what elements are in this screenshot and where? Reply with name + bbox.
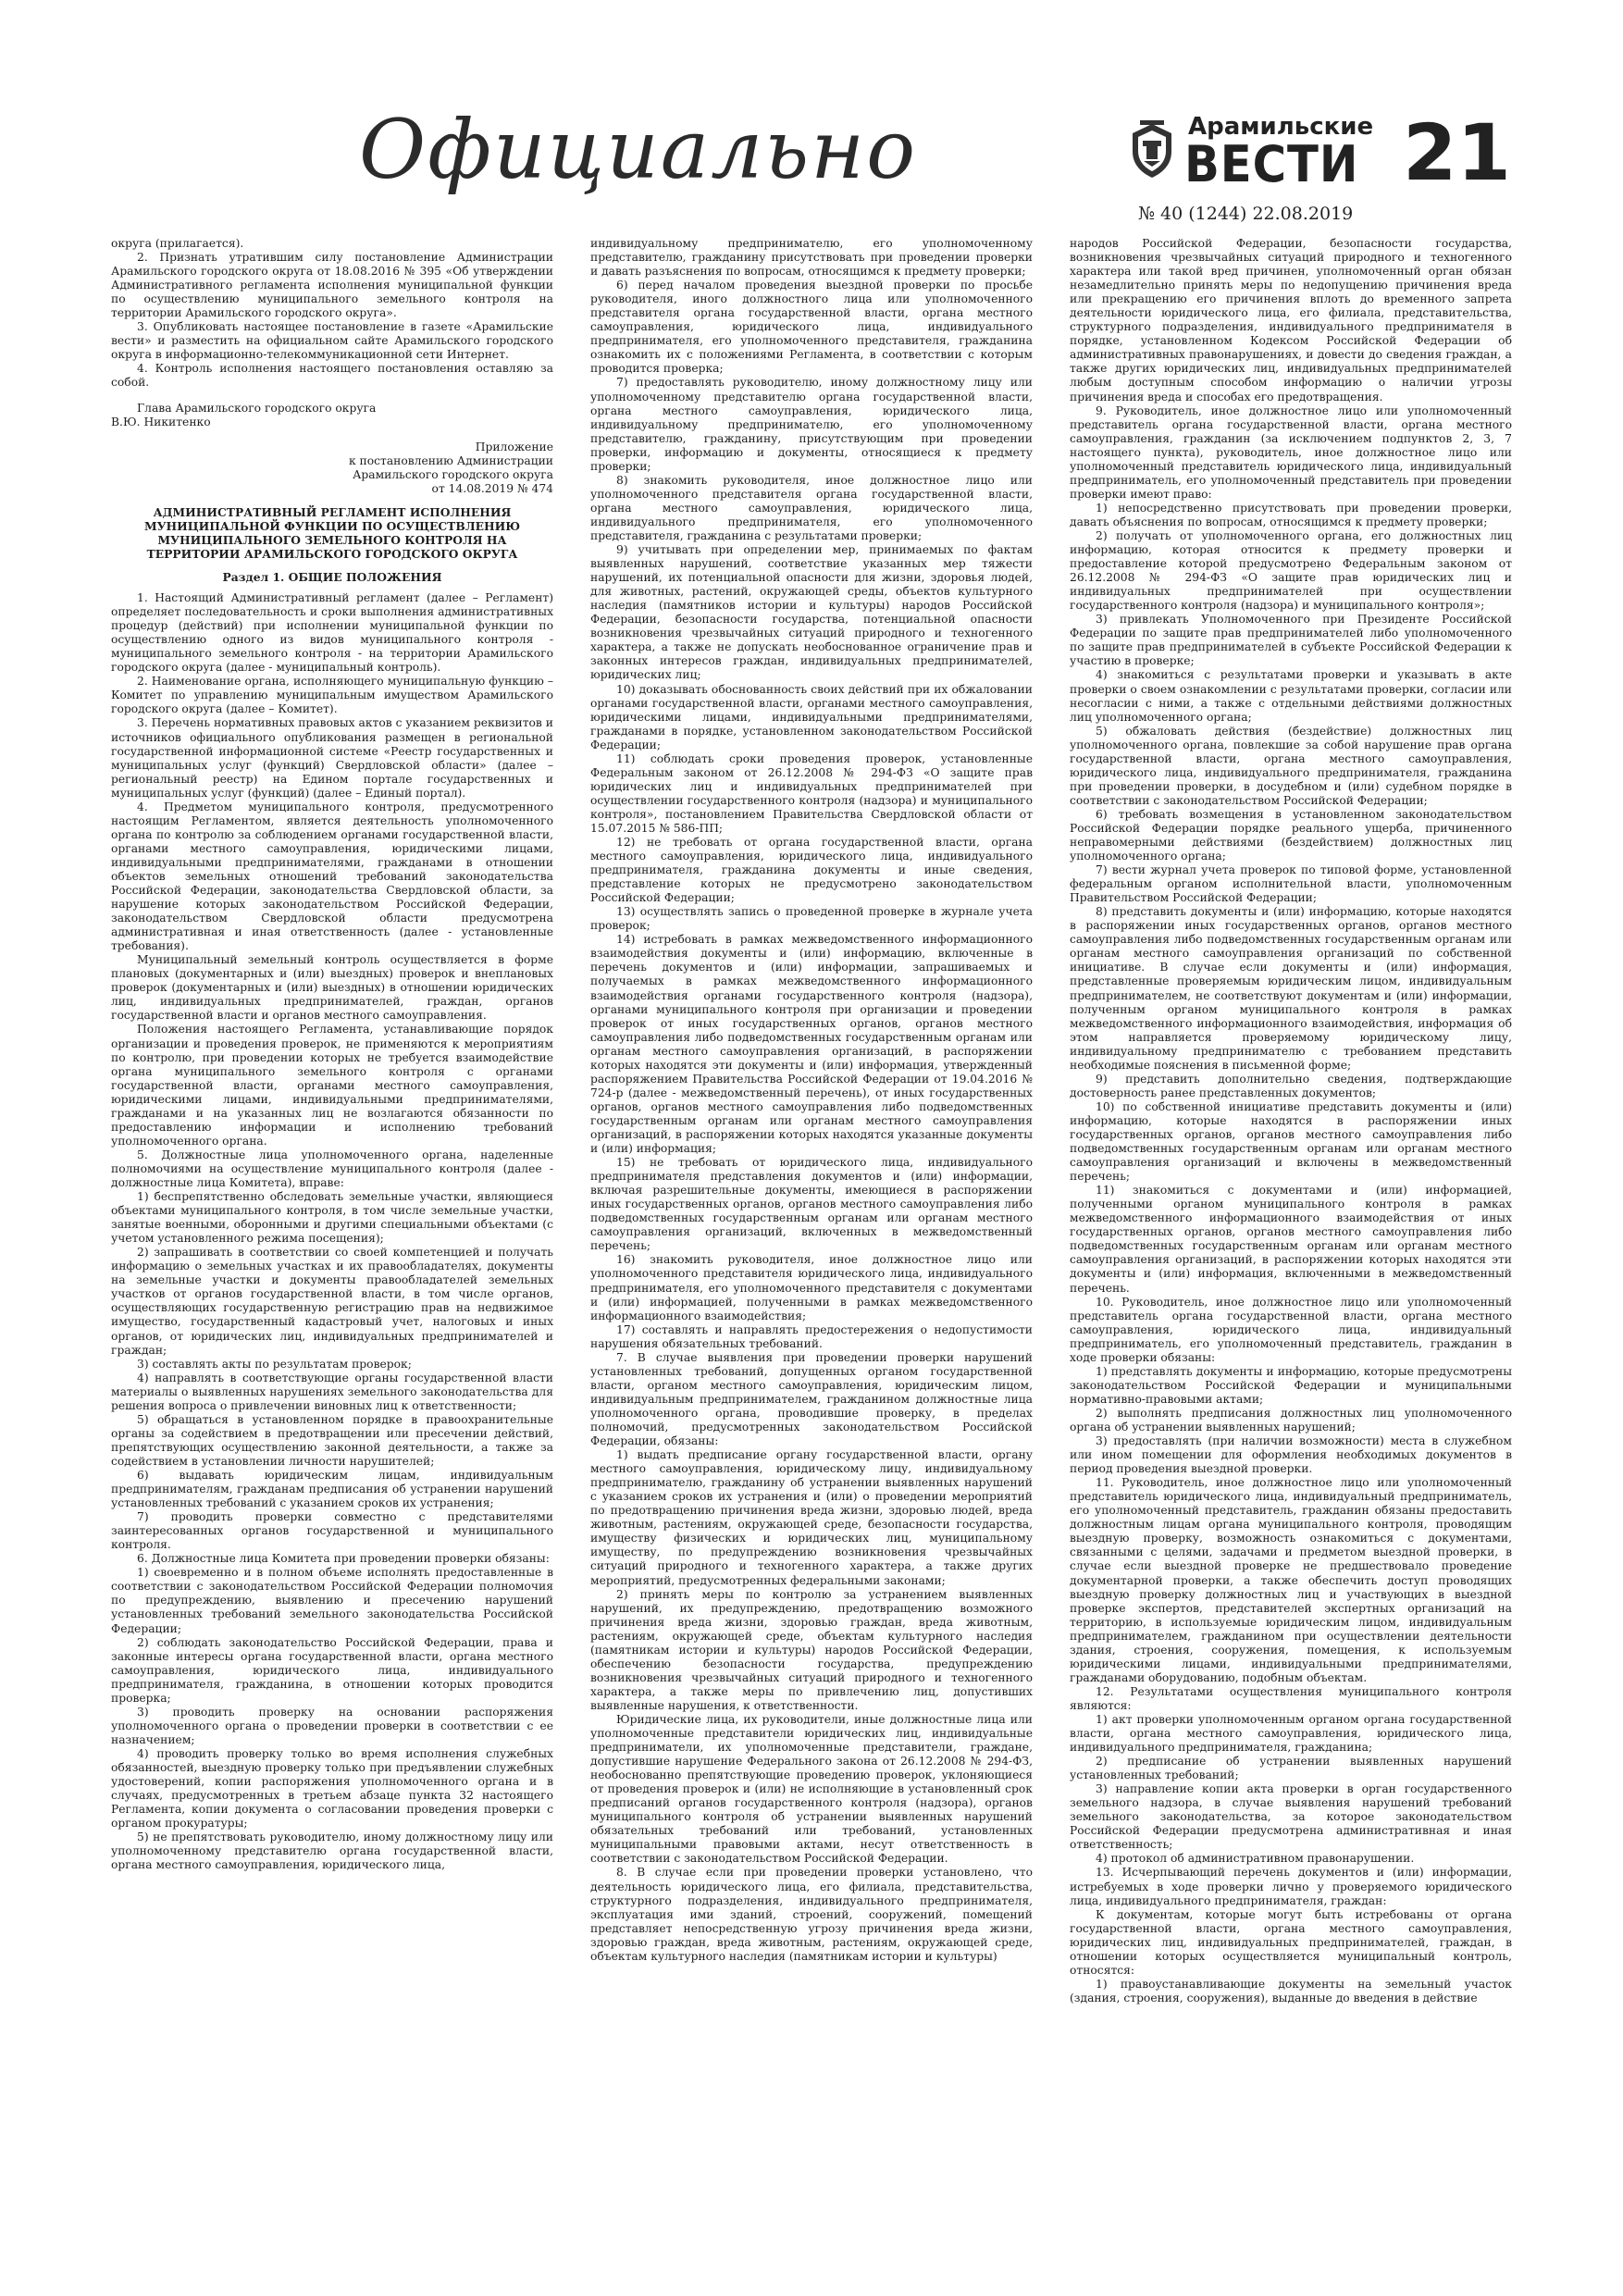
paragraph: 1) правоустанавливающие документы на земельный участок (здания, строения, сооружения), выданные до введения в действие: [1070, 1977, 1512, 2004]
paragraph: 10) доказывать обоснованность своих действий при их обжаловании органами государственной власти, органами местного самоуправления, юридическими лицами, индивидуальными предпринимателями, гражданами в порядке, установленном законодательством Российской Федерации;: [590, 682, 1033, 751]
paragraph: 4) проводить проверку только во время исполнения служебных обязанностей, выездную проверку только при предъявлении служебных удостоверений, копии распоряжения уполномоченного органа и в случаях, предусмотренных в третьем абзаце пункта 32 настоящего Регламента, копии документа о согласовании проведения проверки с органом прокуратуры;: [111, 1746, 553, 1831]
paragraph: 11. Руководитель, иное должностное лицо или уполномоченный представитель юридического лица, индивидуальный предприниматель, его уполномоченный представитель, гражданин обязаны предоставить должностным лицам органа муниципального контроля, проводящим выездную проверку, возможность ознакомиться с документами, связанными с целями, задачами и предметом выездной проверки, в случае если выездной проверке не предшествовало проведение документарной проверки, а также обеспечить доступ проводящих выездную проверку должностных лиц и участвующих в выездной проверке экспертов, представителей экспертных организаций на территорию, в используемые юридическим лицом, индивидуальным предпринимателем, гражданином при осуществлении деятельности здания, строения, сооружения, помещения, к используемым юридическими лицами, индивидуальными предпринимателями, гражданами оборудованию, подобным объектам.: [1070, 1476, 1512, 1684]
paragraph: 7. В случае выявления при проведении проверки нарушений установленных требований, допущенных органом государственной власти, органом местного самоуправления, юридическим лицом, индивидуальным предпринимателем, гражданином должностные лица уполномоченного органа, проводившие проверку, в пределах полномочий, предусмотренных законодательством Российской Федерации, обязаны:: [590, 1350, 1033, 1448]
paragraph: 3) привлекать Уполномоченного при Президенте Российской Федерации по защите прав предпринимателей либо уполномоченного по защите прав предпринимателей в субъекте Российской Федерации к участию в проверке;: [1070, 613, 1512, 668]
appendix-line: Приложение: [475, 440, 553, 453]
paragraph: 5) обращаться в установленном порядке в правоохранительные органы за содействием в предотвращении или пресечении действий, препятствующих осуществлению законной деятельности, а также за содействием в установлении личности нарушителей;: [111, 1412, 553, 1468]
paragraph: 2) принять меры по контролю за устранением выявленных нарушений, их предупреждению, предотвращению возможного причинения вреда жизни, здоровью граждан, вреда животным, растениям, окружающей среде, объектам культурного наследия (памятникам истории и культуры) народов Российской Федерации, обеспечению безопасности государства, предупреждению возникновения чрезвычайных ситуаций природного и техногенного характера, а также меры по привлечению лиц, допустивших выявленные нарушения, к ответственности.: [590, 1587, 1033, 1712]
signature-name: В.Ю. Никитенко: [111, 415, 211, 428]
paragraph: 14) истребовать в рамках межведомственного информационного взаимодействия документы и (или) информацию, включенные в перечень документов и (или) информации, запрашиваемых и получаемых в рамках межведомственного информационного взаимодействия органами государственного контроля (надзора), органами муниципального контроля при организации и проведении проверок от иных государственных органов, органов местного самоуправления либо подведомственных государственным органам или органам местного самоуправления организаций, в распоряжении которых находятся эти документы и (или) информация, утвержденный распоряжением Правительства Российской Федерации от 19.04.2016 № 724-р (далее - межведомственный перечень), от иных государственных органов, органов местного самоуправления либо подведомственных государственным органам или органам местного самоуправления организаций, в распоряжении которых находятся указанные документы и (или) информация;: [590, 933, 1033, 1156]
paragraph: 9) учитывать при определении мер, принимаемых по фактам выявленных нарушений, соответствие указанных мер тяжести нарушений, их потенциальной опасности для жизни, здоровья людей, для животных, растений, окружающей среды, объектов культурного наследия (памятников истории и культуры) народов Российской Федерации, безопасности государства, потенциальной опасности возникновения чрезвычайных ситуаций природного и техногенного характера, а также не допускать необоснованное ограничение прав и законных интересов граждан, индивидуальных предпринимателей, юридических лиц;: [590, 543, 1033, 682]
paragraph: 1) непосредственно присутствовать при проведении проверки, давать объяснения по вопросам, относящимся к предмету проверки;: [1070, 501, 1512, 528]
paragraph: 16) знакомить руководителя, иное должностное лицо или уполномоченного представителя юридического лица, индивидуального предпринимателя, его уполномоченного представителя с документами и (или) информацией, полученными в рамках межведомственного информационного взаимодействия;: [590, 1253, 1033, 1322]
text-column-1: [111, 237, 553, 2264]
paragraph: 6) требовать возмещения в установленном законодательством Российской Федерации порядке реального ущерба, причиненного неправомерными действиями (бездействием) должностных лиц уполномоченного органа;: [1070, 807, 1512, 863]
paragraph: 1) выдать предписание органу государственной власти, органу местного самоуправления, юридическому лицу, индивидуальному предпринимателю, гражданину об устранении выявленных нарушений с указанием сроков их устранения и (или) о проведении мероприятий по предотвращению причинения вреда жизни, здоровью людей, вреда животным, растениям, окружающей среде, безопасности государства, имуществу физических и юридических лиц, муниципальному имуществу, по предупреждению возникновения чрезвычайных ситуаций природного и техногенного характера, а также других мероприятий, предусмотренных федеральными законами;: [590, 1448, 1033, 1587]
section-title: Официально: [359, 102, 918, 197]
section-heading: Раздел 1. ОБЩИЕ ПОЛОЖЕНИЯ: [222, 569, 442, 584]
paragraph: 8) знакомить руководителя, иное должностное лицо или уполномоченного представителя органа государственной власти, органа местного самоуправления, юридического лица, индивидуального предпринимателя, его уполномоченного представителя, гражданина с результатами проверки;: [590, 473, 1033, 542]
paragraph: 3. Перечень нормативных правовых актов с указанием реквизитов и источников официального опубликования размещен в региональной государственной информационной системе «Реестр государственных и муниципальных услуг (функций) Свердловской области» (далее – региональный реестр) на Едином портале государственных и муниципальных услуг (функций) (далее – Единый портал).: [111, 716, 553, 800]
paragraph: 3) предоставлять (при наличии возможности) места в служебном или ином помещении для оформления необходимых документов в период проведения выездной проверки.: [1070, 1434, 1512, 1476]
paragraph: 6) выдавать юридическим лицам, индивидуальным предпринимателям, гражданам предписания об устранении нарушений установленных требований с указанием сроков их устранения;: [111, 1468, 553, 1510]
paragraph: 2) предписание об устранении выявленных нарушений установленных требований;: [1070, 1755, 1512, 1782]
paragraph: 6. Должностные лица Комитета при проведении проверки обязаны:: [137, 1552, 550, 1566]
paragraph: индивидуальному предпринимателю, его уполномоченному представителю, гражданину присутствовать при проведении проверки и давать разъяснения по вопросам, относящимся к предмету проверки;: [590, 237, 1033, 279]
paragraph: 3) составлять акты по результатам проверок;: [137, 1357, 412, 1371]
paragraph: 13) осуществлять запись о проведенной проверке в журнале учета проверок;: [590, 905, 1033, 933]
paragraph: 2) соблюдать законодательство Российской Федерации, права и законные интересы органа государственной власти, органа местного самоуправления, юридического лица, индивидуального предпринимателя, гражданина, в отношении которых проводится проверка;: [111, 1635, 553, 1705]
paragraph: 2) получать от уполномоченного органа, его должностных лиц информацию, которая относится к предмету проверки и предоставление которой предусмотрено Федеральным законом от 26.12.2008 № 294-ФЗ «О защите прав юридических лиц и индивидуальных предпринимателей при осуществлении государственного контроля (надзора) и муниципального контроля»;: [1070, 528, 1512, 613]
paragraph: Муниципальный земельный контроль осуществляется в форме плановых (документарных и (или) выездных) проверок и внеплановых проверок (документарных и (или) выездных) в отношении юридических лиц, индивидуальных предпринимателей, граждан, органов государственной власти и органов местного самоуправления.: [111, 953, 553, 1023]
article-columns: [111, 237, 1512, 2264]
paragraph: 13. Исчерпывающий перечень документов и (или) информации, истребуемых в ходе проверки лично у проверяемого юридического лица, индивидуального предпринимателя, граждан:: [1070, 1866, 1512, 1907]
signature-role: Глава Арамильского городского округа: [137, 401, 377, 415]
paragraph: 8. В случае если при проведении проверки установлено, что деятельность юридического лица, его филиала, представительства, структурного подразделения, индивидуального предпринимателя, эксплуатация ими зданий, строений, сооружений, помещений представляет непосредственную угрозу причинения вреда жизни, здоровью граждан, вреда животным, растениям, окружающей среде, объектам культурного наследия (памятникам истории и культуры): [590, 1866, 1033, 1963]
paragraph: 6) перед началом проведения выездной проверки по просьбе руководителя, иного должностного лица или уполномоченного представителя органа государственной власти, органа местного самоуправления, юридического лица, индивидуального предпринимателя, его уполномоченного представителя, гражданина ознакомить их с положениями Регламента, в соответствии с которым проводится проверка;: [590, 279, 1033, 376]
paragraph: 15) не требовать от юридического лица, индивидуального предпринимателя представления документов и (или) информации, включая разрешительные документы, имеющиеся в распоряжении иных государственных органов, органов местного самоуправления либо подведомственных государственным органам или органам местного самоуправления организаций, включенных в межведомственный перечень;: [590, 1156, 1033, 1253]
paragraph: 1) своевременно и в полном объеме исполнять предоставленные в соответствии с законодательством Российской Федерации полномочия по предупреждению, выявлению и пресечению нарушений установленных требований земельного законодательства Российской Федерации;: [111, 1566, 553, 1635]
paragraph: 4) протокол об административном правонарушении.: [1096, 1852, 1415, 1866]
appendix-line: от 14.08.2019 № 474: [431, 481, 553, 495]
spacer: [111, 391, 553, 402]
paragraph: 5) не препятствовать руководителю, иному должностному лицу или уполномоченному представителю органа государственной власти, органа местного самоуправления, юридического лица,: [111, 1831, 553, 1872]
paragraph: 9. Руководитель, иное должностное лицо или уполномоченный представитель органа государственной власти, органа местного самоуправления, гражданин (за исключением подпунктов 2, 3, 7 настоящего пункта), руководитель, иное должностное лицо или уполномоченный представитель юридического лица, индивидуальный предприниматель, его уполномоченный представитель при проведении проверки имеют право:: [1070, 403, 1512, 501]
paragraph: 2) выполнять предписания должностных лиц уполномоченного органа об устранении выявленных нарушений;: [1070, 1406, 1512, 1433]
paragraph: 4) направлять в соответствующие органы государственной власти материалы о выявленных нарушениях земельного законодательства для решения вопроса о привлечении виновных лиц к ответственности;: [111, 1371, 553, 1412]
paragraph: 3) проводить проверку на основании распоряжения уполномоченного органа о проведении проверки в соответствии с ее назначением;: [111, 1705, 553, 1746]
paragraph: Положения настоящего Регламента, устанавливающие порядок организации и проведения проверок, не применяются к мероприятиям по контролю, при проведении которых не требуется взаимодействие органа муниципального земельного контроля с органами государственной власти, органами местного самоуправления, юридическими лицами, индивидуальными предпринимателями, гражданами и на указанных лиц не возлагаются обязанности по предоставлению информации и исполнению требований уполномоченного органа.: [111, 1023, 553, 1148]
paragraph: 1) представлять документы и информацию, которые предусмотрены законодательством Российской Федерации и муниципальными нормативно-правовыми актами;: [1070, 1364, 1512, 1406]
coat-of-arms-icon: [1127, 120, 1177, 180]
masthead: [111, 93, 1512, 231]
paper-name-top: Арамильские: [1188, 113, 1374, 141]
paragraph: 11) соблюдать сроки проведения проверок, установленные Федеральным законом от 26.12.2008 № 294-ФЗ «О защите прав юридических лиц и индивидуальных предпринимателей при осуществлении государственного контроля (надзора) и муниципального контроля», постановлением Правительства Свердловской области от 15.07.2015 № 586-ПП;: [590, 751, 1033, 835]
appendix-line: к постановлению Администрации: [348, 453, 553, 467]
paragraph: 1) акт проверки уполномоченным органом органа государственной власти, органа местного самоуправления, юридического лица, индивидуального предпринимателя, гражданина;: [1070, 1712, 1512, 1755]
issue-number-date: № 40 (1244) 22.08.2019: [1138, 204, 1354, 224]
paragraph: 11) знакомиться с документами и (или) информацией, полученными органом муниципального контроля в рамках межведомственного информационного взаимодействия от иных государственных органов, органов местного самоуправления либо подведомственных государственным органам или органам местного самоуправления организаций, в распоряжении которых находятся эти документы и (или) информация, включенными в межведомственный перечень.: [1070, 1184, 1512, 1295]
paragraph: К документам, которые могут быть истребованы от органа государственной власти, органа местного самоуправления, юридических лиц, индивидуальных предпринимателей, граждан, в отношении которых осуществляется муниципальный контроль, относятся:: [1070, 1907, 1512, 1977]
paragraph: округа (прилагается).: [111, 237, 244, 250]
paragraph: 7) предоставлять руководителю, иному должностному лицу или уполномоченному представителю органа государственной власти, органа местного самоуправления, юридического лица, индивидуальному предпринимателю, его уполномоченному представителю, гражданину, присутствующим при проведении проверки, информацию и документы, относящиеся к предмету проверки;: [590, 376, 1033, 473]
paragraph: 3) направление копии акта проверки в орган государственного земельного надзора, в случае выявления нарушений требований земельного законодательства, за которое законодательством Российской Федерации предусмотрена административная и иная ответственность;: [1070, 1782, 1512, 1852]
paragraph: 4. Контроль исполнения настоящего постановления оставляю за собой.: [111, 362, 553, 390]
paragraph: 3. Опубликовать настоящее постановление в газете «Арамильские вести» и разместить на официальном сайте Арамильского городского округа в информационно-телекоммуникационной сети Интернет.: [111, 320, 553, 362]
text-column-3: [1070, 237, 1512, 2264]
spacer: [111, 429, 553, 441]
appendix-line: Арамильского городского округа: [353, 467, 553, 481]
paragraph: 10) по собственной инициативе представить документы и (или) информацию, которые находятся в распоряжении иных государственных органов, органов местного самоуправления либо подведомственных государственным органам или органам местного самоуправления организаций и включены в межведомственный перечень;: [1070, 1099, 1512, 1184]
paragraph: 10. Руководитель, иное должностное лицо или уполномоченный представитель органа государственной власти, органа местного самоуправления, юридического лица, индивидуальный предприниматель, его уполномоченный представитель, гражданин в ходе проверки обязаны:: [1070, 1295, 1512, 1364]
paragraph: 2) запрашивать в соответствии со своей компетенцией и получать информацию о земельных участках и их правообладателях, документы на земельные участки и документы правообладателей земельных участков от органов государственной власти, в том числе органов, осуществляющих государственную регистрацию прав на недвижимое имущество, государственный кадастровый учет, налоговых и иных органов, от юридических лиц, индивидуальных предпринимателей и граждан;: [111, 1246, 553, 1357]
paragraph: 2. Наименование органа, исполняющего муниципальную функцию – Комитет по управлению муниципальным имуществом Арамильского городского округа (далее – Комитет).: [111, 675, 553, 716]
paragraph: 1. Настоящий Административный регламент (далее – Регламент) определяет последовательность и сроки выполнения административных процедур (действий) при исполнении муниципальной функции по осуществлению одного из видов муниципального контроля - муниципального земельного контроля - на территории Арамильского городского округа (далее - муниципальный контроль).: [111, 591, 553, 675]
text-column-2: [590, 237, 1033, 2264]
paragraph: народов Российской Федерации, безопасности государства, возникновения чрезвычайных ситуаций природного и техногенного характера или такой вред причинен, уполномоченный орган обязан незамедлительно принять меры по недопущению причинения вреда или прекращению его причинения вплоть до временного запрета деятельности юридического лица, его филиала, представительства, структурного подразделения, индивидуального предпринимателя в порядке, установленном Кодексом Российской Федерации об административных правонарушениях, и довести до сведения граждан, а также других юридических лиц, индивидуальных предпринимателей любым доступным способом информацию о наличии угрозы причинения вреда и способах его предотвращения.: [1070, 237, 1512, 403]
paper-name-main: ВЕСТИ: [1184, 135, 1359, 193]
paragraph: 12) не требовать от органа государственной власти, органа местного самоуправления, юридического лица, индивидуального предпринимателя, гражданина документы и иные сведения, представление которых не предусмотрено законодательством Российской Федерации;: [590, 836, 1033, 905]
newspaper-logo: [1127, 113, 1395, 224]
regulation-title: АДМИНИСТРАТИВНЫЙ РЕГЛАМЕНТ ИСПОЛНЕНИЯ МУНИЦИПАЛЬНОЙ ФУНКЦИИ ПО ОСУЩЕСТВЛЕНИЮ МУНИЦИПАЛЬНОГО ЗЕМЕЛЬНОГО КОНТРОЛЯ НА ТЕРРИТОРИИ АРАМИЛЬСКОГО ГОРОДСКОГО ОКРУГА: [143, 504, 521, 561]
paragraph: 4) знакомиться с результатами проверки и указывать в акте проверки о своем ознакомлении с результатами проверки, согласии или несогласии с ними, а также с отдельными действиями должностных лиц уполномоченного органа;: [1070, 668, 1512, 724]
paragraph: 5) обжаловать действия (бездействие) должностных лиц уполномоченного органа, повлекшие за собой нарушение прав органа государственной власти, органа местного самоуправления, юридического лица, индивидуального предпринимателя, гражданина при проведении проверки, в досудебном и (или) судебном порядке в соответствии с законодательством Российской Федерации;: [1070, 724, 1512, 807]
paragraph: Юридические лица, их руководители, иные должностные лица или уполномоченные представители юридических лиц, индивидуальные предприниматели, их уполномоченные представители, граждане, допустившие нарушение Федерального закона от 26.12.2008 № 294-ФЗ, необоснованно препятствующие проведению проверок, уклоняющиеся от проведения проверок и (или) не исполняющие в установленный срок предписаний органов государственного контроля (надзора), органов муниципального контроля об устранении выявленных нарушений обязательных требований или требований, установленных муниципальными правовыми актами, несут ответственность в соответствии с законодательством Российской Федерации.: [590, 1712, 1033, 1866]
paragraph: 4. Предметом муниципального контроля, предусмотренного настоящим Регламентом, является деятельность уполномоченного органа по контролю за соблюдением органами государственной власти, органами местного самоуправления, юридическими лицами, индивидуальными предпринимателями, гражданами в отношении объектов земельных отношений требований законодательства Российской Федерации, законодательства Свердловской области, за нарушение которых законодательством Российской Федерации, законодательством Свердловской области предусмотрена административная и иная ответственность (далее - установленные требования).: [111, 800, 553, 953]
paragraph: 12. Результатами осуществления муниципального контроля являются:: [1070, 1684, 1512, 1712]
paragraph: 1) беспрепятственно обследовать земельные участки, являющиеся объектами муниципального контроля, в том числе земельные участки, занятые военными, оборонными и другими специальными объектами (с учетом установленного режима посещения);: [111, 1190, 553, 1246]
paragraph: 9) представить дополнительно сведения, подтверждающие достоверность ранее представленных документов;: [1070, 1072, 1512, 1099]
page-number: 21: [1403, 107, 1511, 198]
paragraph: 5. Должностные лица уполномоченного органа, наделенные полномочиями на осуществление муниципального контроля (далее - должностные лица Комитета), вправе:: [111, 1148, 553, 1189]
paragraph: 17) составлять и направлять предостережения о недопустимости нарушения обязательных требований.: [590, 1322, 1033, 1350]
paragraph: 7) проводить проверки совместно с представителями заинтересованных органов государственной и муниципального контроля.: [111, 1510, 553, 1552]
paragraph: 8) представить документы и (или) информацию, которые находятся в распоряжении иных государственных органов, органов местного самоуправления либо подведомственных государственным органам или органам местного самоуправления организаций по собственной инициативе. В случае если документы и (или) информация, представленные проверяемым юридическим лицом, индивидуальным предпринимателем, не соответствуют документам и (или) информации, полученным органом муниципального контроля в рамках межведомственного информационного взаимодействия, информация об этом направляется проверяемому юридическому лицу, индивидуальному предпринимателю с требованием представить необходимые пояснения в письменной форме;: [1070, 905, 1512, 1072]
paragraph: 7) вести журнал учета проверок по типовой форме, установленной федеральным органом исполнительной власти, уполномоченным Правительством Российской Федерации;: [1070, 863, 1512, 905]
paragraph: 2. Признать утратившим силу постановление Администрации Арамильского городского округа от 18.08.2016 № 395 «Об утверждении Административного регламента исполнения муниципальной функции по осуществлению муниципального земельного контроля на территории Арамильского городского округа».: [111, 251, 553, 320]
